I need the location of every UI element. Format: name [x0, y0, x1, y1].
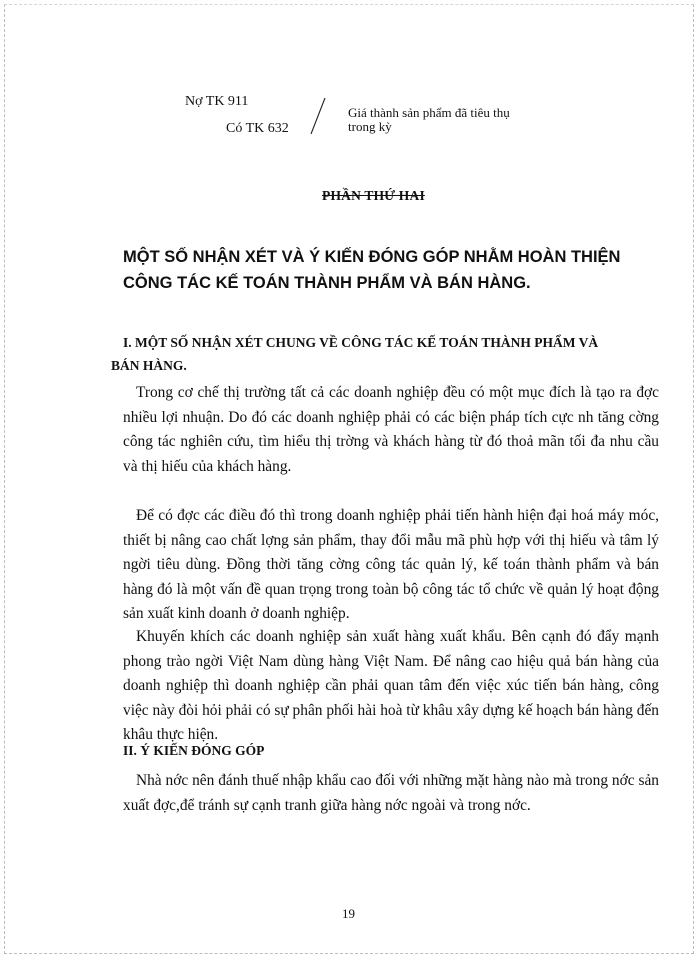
paragraph-1: Trong cơ chế thị trường tất cả các doanh nghiệp đều có một mục đích là tạo ra đợc nhiều lợi nhuận. Do đó các doanh nghiệp phải có các biện pháp tích cực nh tăng cờng công tác nghiên cứu, tìm hiểu thị trờng và khách hàng từ đó thoả mãn tối đa nhu cầu và thị hiếu của khách hàng. — [123, 384, 659, 475]
page-number: 19 — [342, 906, 355, 921]
section2-heading: II. Ý KIẾN ĐÓNG GÓP — [123, 743, 265, 758]
paragraph-2: Để có đợc các điều đó thì trong doanh nghiệp phải tiến hành hiện đại hoá máy móc, thiết bị nâng cao chất lợng sản phẩm, thay đổi mẫu mã phù hợp với thị hiếu và tâm lý ngời tiêu dùng. Đồng thời tăng cờng công tác quản lý, kế toán thành phẩm và bán hàng đó là một vấn đề quan trọng trong toàn bộ công tác tổ chức về quản lý hoạt động sản xuất kinh doanh ở doanh nghiệp. — [123, 507, 659, 622]
debit-entry: Nợ TK 911 — [185, 94, 249, 109]
section1-heading-line1: I. MỘT SỐ NHẬN XÉT CHUNG VỀ CÔNG TÁC KẾ TOÁN THÀNH PHẨM VÀ — [123, 335, 599, 350]
main-heading: MỘT SỐ NHẬN XÉT VÀ Ý KIẾN ĐÓNG GÓP NHẰM HOÀN THIỆN CÔNG TÁC KẾ TOÁN THÀNH PHẨM VÀ BÁN HÀNG. — [123, 248, 621, 292]
part-title: PHẦN THỨ HAI — [322, 188, 425, 203]
paragraph-4: Nhà nớc nên đánh thuế nhập khẩu cao đối với những mặt hàng nào mà trong nớc sản xuất đợc,để tránh sự cạnh tranh giữa hàng nớc ngoài và trong nớc. — [123, 772, 659, 814]
slash-divider — [308, 97, 328, 135]
paragraph-3: Khuyến khích các doanh nghiệp sản xuất hàng xuất khẩu. Bên cạnh đó đẩy mạnh phong trào ngời Việt Nam dùng hàng Việt Nam. Để nâng cao hiệu quả bán hàng của doanh nghiệp thì doanh nghiệp cần phải quan tâm đến việc xúc tiến bán hàng, công việc này đòi hỏi phải có sự phân phối hài hoà từ khâu xây dựng kế hoạch bán hàng đến khâu thực hiện. — [123, 628, 659, 743]
section1-heading-line2: BÁN HÀNG. — [111, 358, 187, 373]
entry-note: Giá thành sản phẩm đã tiêu thụ trong kỳ — [348, 105, 510, 134]
credit-entry: Có TK 632 — [226, 121, 289, 136]
